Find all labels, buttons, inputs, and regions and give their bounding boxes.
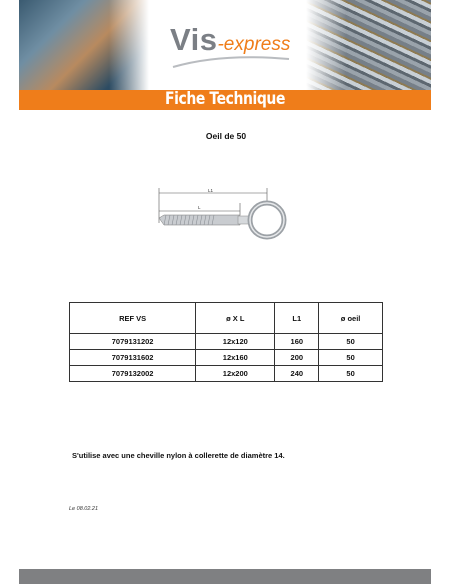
cell-size: 12x120 [196,334,275,350]
workshop-photo [19,0,149,90]
cell-size: 12x200 [196,366,275,382]
eye-ring-highlight [250,203,284,237]
cell-eye: 50 [319,350,383,366]
header-banner [19,0,431,90]
cell-l1: 240 [275,366,319,382]
cell-l1: 160 [275,334,319,350]
title-bar [19,90,431,110]
page-title: Fiche Technique [164,89,286,109]
cell-ref: 7079131602 [70,350,196,366]
table-row [70,334,383,350]
cell-ref: 7079132002 [70,366,196,382]
document-date: Le 08.02.21 [69,506,99,512]
column-header-size: ø X L [196,303,275,334]
column-header-eye: ø oeil [319,303,383,334]
table-header-row [70,303,383,334]
l1-dimension-label: L1 [208,188,214,193]
table-row [70,366,383,382]
table-row [70,350,383,366]
cell-l1: 200 [275,350,319,366]
reference-table [69,302,383,382]
logo-brand: Vis [170,22,218,57]
logo-suffix: -express [217,34,291,55]
cell-ref: 7079131202 [70,334,196,350]
l-dimension-label: L [198,205,201,210]
cell-eye: 50 [319,366,383,382]
product-title: Oeil de 50 [205,131,247,141]
cell-size: 12x160 [196,350,275,366]
footer-bar [19,569,431,584]
column-header-ref: REF VS [70,303,196,334]
logo-swoosh-icon [171,55,291,69]
screws-photo [306,0,431,90]
column-header-l1: L1 [275,303,319,334]
cell-eye: 50 [319,334,383,350]
usage-note: S'utilise avec une cheville nylon à collerette de diamètre 14. [72,451,285,460]
eye-screw-drawing [150,183,300,255]
thread-body [159,215,240,225]
